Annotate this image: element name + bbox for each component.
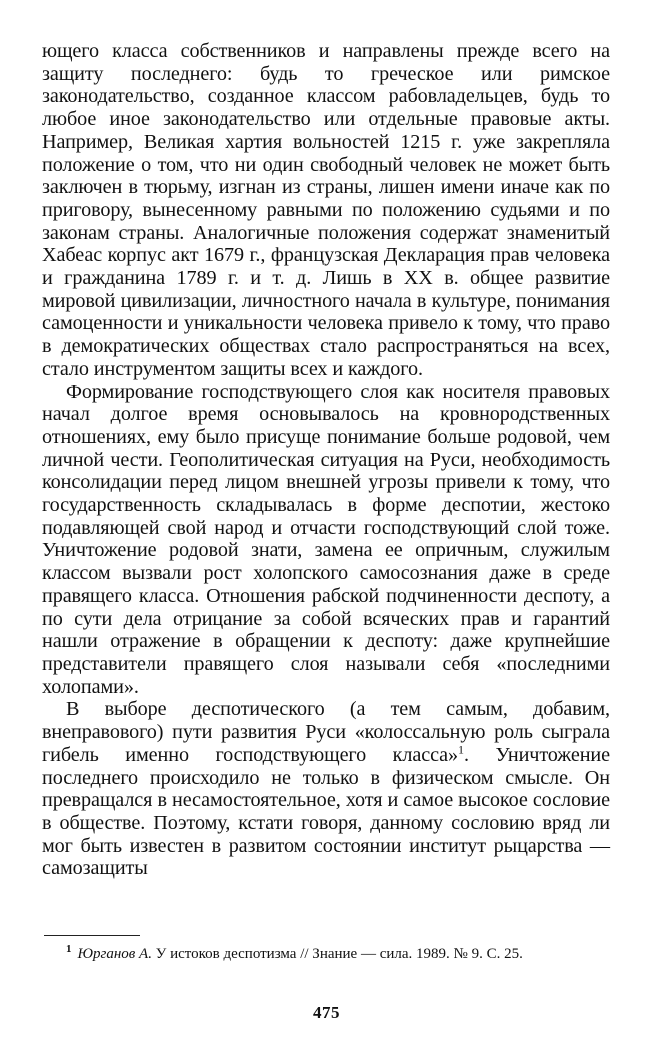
page-number: 475 [313,1003,340,1022]
main-text [42,40,610,880]
paragraph-3 [42,698,610,880]
footnote [42,945,610,965]
footnote-mark: 1 [66,943,72,955]
footnote-reference: 1 [458,742,464,757]
footnote-text: У истоков деспотизма // Знание — сила. 1989. № 9. С. 25. [155,946,523,962]
footnote-divider [44,935,140,936]
footnote-author: Юрганов А. [77,946,152,962]
paragraph-3-end: . Уничтожение последнего происходило не только в физическом смысле. Он превращался в несамостоятельное, хотя и самое высокое сословие в обществе. Поэтому, кстати говоря, данному сословию вряд ли мог быть известен в развитом состоянии институт рыцарства — самозащиты [42,743,610,880]
paragraph-3-start: В выборе деспотического (а тем самым, добавим, внеправового) пути развития Руси «колоссальную роль сыграла гибель именно господствующего класса» [42,698,610,766]
paragraph-2: Формирование господствующего слоя как носителя правовых начал долгое время основывалось на кровнородственных отношениях, ему было присуще понимание больше родовой, чем личной чести. Геополитическая ситуация на Руси, необходимость консолидации перед лицом внешней угрозы привели к тому, что государственность складывалась в форме деспотии, жестоко подавляющей свой народ и отчасти господствующий слой тоже. Уничтожение родовой знати, замена ее опричным, служилым классом вызвали рост холопского самосознания даже в среде правящего класса. Отношения рабской подчиненности деспоту, а по сути дела отрицание за собой всяческих прав и гарантий нашли отражение в обращении к деспоту: даже крупнейшие представители правящего слоя называли себя «последними холопами». [42,380,610,698]
paragraph-1: ющего класса собственников и направлены прежде всего на защиту последнего: будь то греческое или римское законодательство, созданное классом рабовладельцев, будь то любое иное законодательство или отдельные правовые акты. Например, Великая хартия вольностей 1215 г. уже закрепляла положение о том, что ни один свободный человек не может быть заключен в тюрьму, изгнан из страны, лишен имени иначе как по приговору, вынесенному равными по положению судьями и по законам страны. Аналогичные положения содержат знаменитый Хабеас корпус акт 1679 г., французская Декларация прав человека и гражданина 1789 г. и т. д. Лишь в XX в. общее развитие мировой цивилизации, личностного начала в культуре, понимания самоценности и уникальности человека привело к тому, что право в демократических обществах стало распространяться на всех, стало инструментом защиты всех и каждого. [42,40,610,380]
